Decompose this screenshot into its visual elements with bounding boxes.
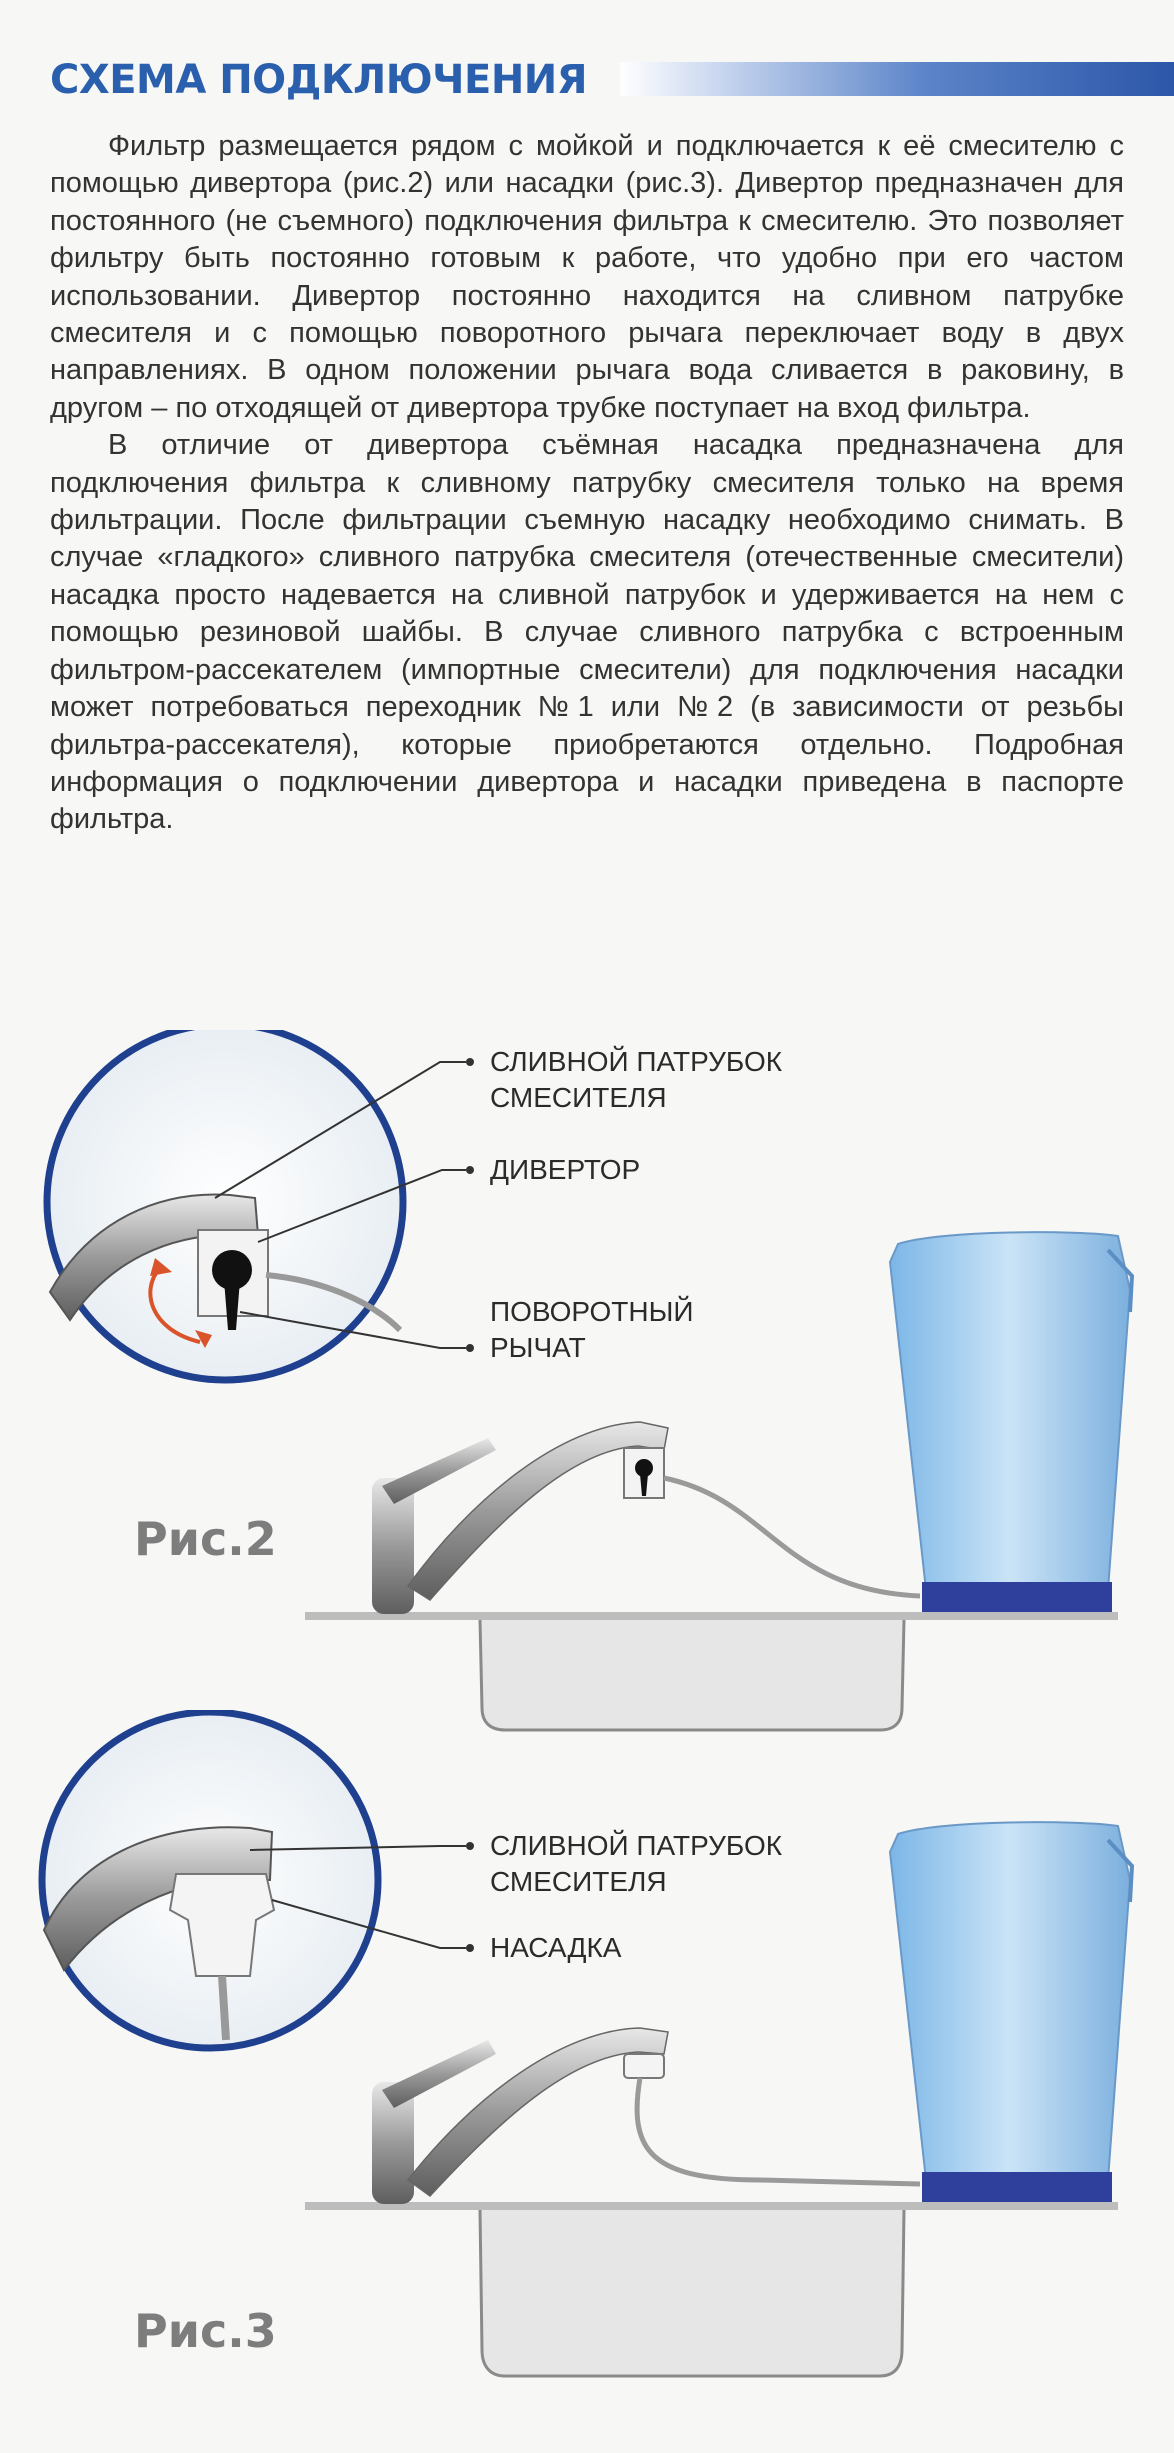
paragraph-nozzle: В отличие от дивертора съёмная насадка предназначена для подключения фильтра к сливному патрубку смесителя только на время фильтрации. После фильтрации съемную насадку необходимо снимать. В случае «гладкого» сливного патрубка смесителя (отечественные смесители) насадка просто надевается на сливной патрубок и удерживается на нем с помощью резиновой шайбы. В случае сливного патрубка с встроенным фильтром-рассекателем (импортные смесители) для подключения насадки может потребоваться переходник №1 или №2 (в зависимости от резьбы фильтра-рассекателя), которые приобретаются отдельно. Подробная информация о подключении дивертора и насадки приведена в паспорте фильтра. [50,429,1124,836]
faucet-handle [382,2040,496,2108]
sink-counter [305,2202,1118,2210]
figure-2-illustration [0,1030,1174,1750]
figure-3-caption: Рис.3 [134,2304,277,2358]
page-title: СХЕМА ПОДКЛЮЧЕНИЯ [50,57,588,103]
title-gradient-bar [620,62,1174,96]
label-diverter: ДИВЕРТОР [490,1154,641,1185]
sink-counter [305,1612,1118,1620]
figure-2-caption: Рис.2 [134,1512,277,1566]
label-lever: ПОВОРОТНЫЙ РЫЧАТ [490,1296,694,1363]
figure-3 [0,1710,1174,2430]
label-nozzle: НАСАДКА [490,1932,622,1963]
filter-jug [890,1232,1130,1590]
detail-hose [222,1976,226,2040]
sink-bowl [480,2210,904,2376]
label-spout: СЛИВНОЙ ПАТРУБОК СМЕСИТЕЛЯ [490,1830,783,1897]
section-header [50,52,1126,108]
faucet-nozzle [624,2054,664,2078]
faucet-handle [382,1438,496,1504]
paragraph-diverter: Фильтр размещается рядом с мойкой и подключается к её смесителю с помощью дивертора (рис.2) или насадки (рис.3). Дивертор предназначен для постоянного (не съемного) подключения фильтра к смесителю. Это позволяет фильтру быть постоянно готовым к работе, что удобно при его частом использовании. Дивертор постоянно находится на сливном патрубке смесителя и с помощью поворотного рычага переключает воду в двух направлениях. В одном положении рычага вода сливается в раковину, в другом – по отходящей от дивертора трубке поступает на вход фильтра. [50,130,1124,424]
filter-jug-base [922,2172,1112,2202]
supply-hose [637,2078,920,2184]
body-text [50,128,1124,839]
figure-2 [0,1030,1174,1750]
label-spout: СЛИВНОЙ ПАТРУБОК СМЕСИТЕЛЯ [490,1046,783,1113]
filter-jug-base [922,1582,1112,1612]
supply-hose [664,1478,920,1596]
filter-jug [890,1822,1130,2180]
